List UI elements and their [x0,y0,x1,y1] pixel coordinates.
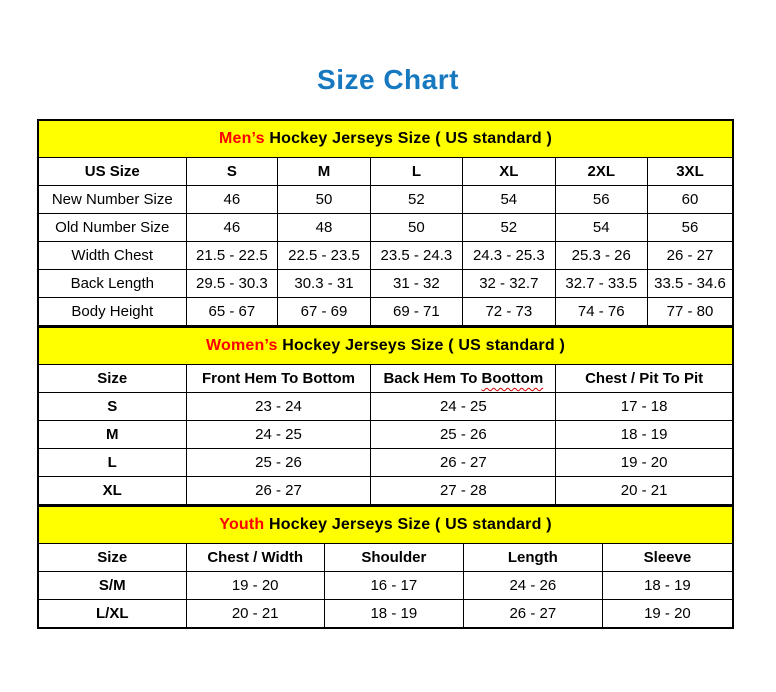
size-cell: 24 - 25 [371,393,556,421]
size-cell: 18 - 19 [556,421,733,449]
size-cell: 18 - 19 [324,600,463,629]
row-label: XL [38,477,186,506]
banner-row [38,327,733,365]
size-cell: 50 [278,186,370,214]
column-header: S [186,158,278,186]
table-row [38,572,733,600]
column-header: 3XL [647,158,733,186]
table-row [38,421,733,449]
size-cell: 19 - 20 [556,449,733,477]
size-cell: 69 - 71 [370,298,462,327]
size-cell: 25 - 26 [186,449,371,477]
size-cell: 26 - 27 [647,242,733,270]
row-label: S [38,393,186,421]
size-cell: 25.3 - 26 [555,242,647,270]
size-cell: 31 - 32 [370,270,462,298]
table-row [38,449,733,477]
column-header: Front Hem To Bottom [186,365,371,393]
size-cell: 52 [370,186,462,214]
banner-highlight: Men’s [218,130,265,147]
page-title: Size Chart [317,64,459,95]
size-cell: 21.5 - 22.5 [186,242,278,270]
size-cell: 33.5 - 34.6 [647,270,733,298]
row-label: Body Height [38,298,186,327]
size-cell: 16 - 17 [324,572,463,600]
column-header: 2XL [555,158,647,186]
size-cell: 50 [370,214,462,242]
row-label: Back Length [38,270,186,298]
size-cell: 17 - 18 [556,393,733,421]
column-header: Chest / Width [186,544,324,572]
size-cell: 27 - 28 [371,477,556,506]
column-header: XL [463,158,555,186]
column-header: Back Hem To Boottom [371,365,556,393]
table-row [38,214,733,242]
size-cell: 24 - 26 [463,572,602,600]
size-cell: 29.5 - 30.3 [186,270,278,298]
size-table-mens [37,119,734,327]
table-row [38,600,733,629]
size-cell: 56 [555,186,647,214]
table-row [38,393,733,421]
row-label: L [38,449,186,477]
size-cell: 24.3 - 25.3 [463,242,555,270]
column-header: US Size [38,158,186,186]
column-header: Chest / Pit To Pit [556,365,733,393]
table-banner-youth: Youth Hockey Jerseys Size ( US standard ) [38,506,733,544]
size-cell: 26 - 27 [371,449,556,477]
size-cell: 74 - 76 [555,298,647,327]
table-banner-womens: Women’s Hockey Jerseys Size ( US standard ) [38,327,733,365]
size-cell: 32.7 - 33.5 [555,270,647,298]
size-cell: 20 - 21 [186,600,324,629]
size-cell: 54 [463,186,555,214]
size-cell: 18 - 19 [602,572,733,600]
row-label: M [38,421,186,449]
column-header: Shoulder [324,544,463,572]
size-table-youth [37,505,734,629]
size-cell: 24 - 25 [186,421,371,449]
size-cell: 72 - 73 [463,298,555,327]
table-row [38,270,733,298]
header-row [38,158,733,186]
row-label: Width Chest [38,242,186,270]
header-row [38,365,733,393]
size-cell: 60 [647,186,733,214]
size-cell: 19 - 20 [186,572,324,600]
table-row [38,298,733,327]
size-cell: 23.5 - 24.3 [370,242,462,270]
misspelled-word: Boottom [481,370,544,387]
column-header: L [370,158,462,186]
size-cell: 52 [463,214,555,242]
size-tables [37,119,734,629]
row-label: New Number Size [38,186,186,214]
table-row [38,186,733,214]
banner-row [38,506,733,544]
size-cell: 19 - 20 [602,600,733,629]
row-label: Old Number Size [38,214,186,242]
size-cell: 67 - 69 [278,298,370,327]
table-row [38,477,733,506]
size-cell: 23 - 24 [186,393,371,421]
column-header: Length [463,544,602,572]
size-cell: 26 - 27 [463,600,602,629]
size-cell: 46 [186,214,278,242]
size-cell: 32 - 32.7 [463,270,555,298]
column-header: Size [38,544,186,572]
size-cell: 46 [186,186,278,214]
table-banner-mens: Men’s Hockey Jerseys Size ( US standard ) [38,120,733,158]
column-header: Sleeve [602,544,733,572]
size-cell: 48 [278,214,370,242]
size-cell: 77 - 80 [647,298,733,327]
size-table-womens [37,326,734,506]
column-header: Size [38,365,186,393]
size-cell: 54 [555,214,647,242]
size-cell: 56 [647,214,733,242]
column-header: M [278,158,370,186]
size-cell: 65 - 67 [186,298,278,327]
row-label: S/M [38,572,186,600]
size-cell: 30.3 - 31 [278,270,370,298]
banner-highlight: Women’s [206,337,278,354]
size-cell: 20 - 21 [556,477,733,506]
banner-highlight: Youth [219,516,265,533]
size-cell: 25 - 26 [371,421,556,449]
banner-row [38,120,733,158]
header-row [38,544,733,572]
table-row [38,242,733,270]
size-cell: 22.5 - 23.5 [278,242,370,270]
size-cell: 26 - 27 [186,477,371,506]
row-label: L/XL [38,600,186,629]
